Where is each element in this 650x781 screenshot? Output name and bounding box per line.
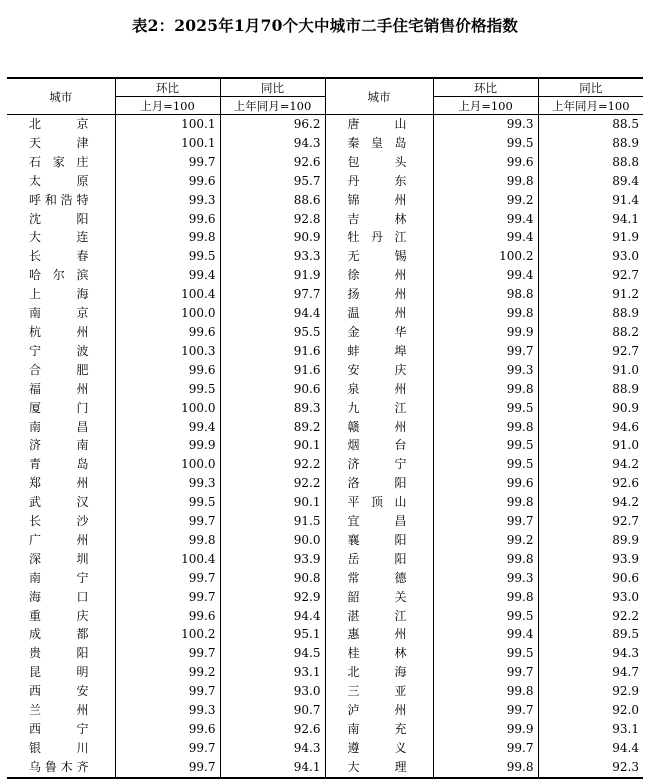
yoy-value: 94.3 <box>538 644 643 663</box>
mom-value: 100.3 <box>115 342 220 361</box>
city-name: 泸州 <box>325 701 433 720</box>
yoy-value: 89.2 <box>220 418 325 437</box>
city-name: 牡丹江 <box>325 228 433 247</box>
mom-value: 99.8 <box>433 304 538 323</box>
yoy-value: 90.9 <box>220 228 325 247</box>
yoy-value: 94.3 <box>220 739 325 758</box>
city-name: 常德 <box>325 569 433 588</box>
mom-value: 99.6 <box>115 323 220 342</box>
yoy-value: 88.9 <box>538 134 643 153</box>
yoy-column-header-right: 同比 <box>538 78 643 97</box>
city-name: 韶关 <box>325 588 433 607</box>
mom-value: 99.9 <box>433 720 538 739</box>
table-row <box>7 266 643 285</box>
mom-value: 99.7 <box>433 512 538 531</box>
yoy-value: 90.6 <box>220 380 325 399</box>
yoy-value: 89.3 <box>220 399 325 418</box>
city-name: 长沙 <box>29 514 89 529</box>
yoy-value: 94.6 <box>538 418 643 437</box>
table-row <box>7 493 643 512</box>
yoy-value: 94.4 <box>220 607 325 626</box>
city-name: 乌鲁木齐 <box>7 758 115 778</box>
yoy-value: 89.5 <box>538 625 643 644</box>
yoy-value: 90.1 <box>220 436 325 455</box>
mom-column-header: 环比 <box>115 78 220 97</box>
city-name: 九江 <box>325 399 433 418</box>
city-name: 遵义 <box>325 739 433 758</box>
city-column-header-right: 城市 <box>325 78 433 115</box>
yoy-value: 88.9 <box>538 380 643 399</box>
mom-value: 99.7 <box>433 739 538 758</box>
city-name: 杭州 <box>29 324 89 339</box>
mom-value: 99.8 <box>433 418 538 437</box>
mom-value: 100.1 <box>115 134 220 153</box>
table-row <box>7 134 643 153</box>
mom-value: 99.7 <box>115 644 220 663</box>
mom-base-label: 上月=100 <box>115 97 220 115</box>
yoy-value: 93.1 <box>220 663 325 682</box>
city-name: 郑州 <box>29 476 89 491</box>
yoy-value: 92.7 <box>538 342 643 361</box>
city-name: 厦门 <box>29 400 89 415</box>
yoy-value: 94.7 <box>538 663 643 682</box>
mom-value: 99.9 <box>433 323 538 342</box>
yoy-value: 92.2 <box>220 474 325 493</box>
yoy-value: 92.2 <box>220 455 325 474</box>
yoy-value: 88.8 <box>538 153 643 172</box>
city-name: 贵阳 <box>29 646 89 661</box>
mom-value: 99.3 <box>115 701 220 720</box>
city-name: 锦州 <box>325 191 433 210</box>
table-row <box>7 304 643 323</box>
city-column-header: 城市 <box>7 78 115 115</box>
yoy-base-label-right: 上年同月=100 <box>538 97 643 115</box>
mom-value: 99.6 <box>433 474 538 493</box>
city-name: 大连 <box>29 230 89 245</box>
mom-value: 99.8 <box>433 682 538 701</box>
table-row <box>7 285 643 304</box>
yoy-value: 90.0 <box>220 531 325 550</box>
city-name: 济宁 <box>325 455 433 474</box>
table-row <box>7 531 643 550</box>
yoy-value: 94.2 <box>538 493 643 512</box>
table-row <box>7 720 643 739</box>
city-name: 岳阳 <box>325 550 433 569</box>
mom-value: 100.2 <box>115 625 220 644</box>
yoy-value: 88.2 <box>538 323 643 342</box>
yoy-value: 91.5 <box>220 512 325 531</box>
mom-value: 99.8 <box>115 531 220 550</box>
table-body <box>7 115 643 778</box>
city-name: 合肥 <box>29 362 89 377</box>
yoy-value: 95.7 <box>220 172 325 191</box>
yoy-base-label: 上年同月=100 <box>220 97 325 115</box>
yoy-value: 93.0 <box>538 588 643 607</box>
city-name: 西宁 <box>29 722 89 736</box>
table-row <box>7 210 643 229</box>
table-row <box>7 663 643 682</box>
city-name: 宁波 <box>29 343 89 358</box>
yoy-value: 94.5 <box>220 644 325 663</box>
city-name: 南充 <box>325 720 433 739</box>
table-row <box>7 399 643 418</box>
yoy-value: 92.7 <box>538 512 643 531</box>
yoy-value: 93.0 <box>538 247 643 266</box>
yoy-value: 91.9 <box>538 228 643 247</box>
city-name: 吉林 <box>325 210 433 229</box>
yoy-value: 92.8 <box>220 210 325 229</box>
mom-value: 100.2 <box>433 247 538 266</box>
city-name: 天津 <box>29 135 89 150</box>
yoy-column-header: 同比 <box>220 78 325 97</box>
mom-value: 99.7 <box>433 663 538 682</box>
yoy-value: 95.5 <box>220 323 325 342</box>
city-name: 温州 <box>325 304 433 323</box>
city-name: 惠州 <box>325 625 433 644</box>
city-name: 成都 <box>29 627 89 642</box>
city-name: 南京 <box>29 306 89 321</box>
yoy-value: 88.6 <box>220 191 325 210</box>
mom-value: 99.5 <box>433 607 538 626</box>
yoy-value: 90.6 <box>538 569 643 588</box>
mom-value: 99.5 <box>433 436 538 455</box>
yoy-value: 89.4 <box>538 172 643 191</box>
city-name: 武汉 <box>29 495 89 510</box>
city-name: 上海 <box>29 287 89 302</box>
yoy-value: 94.4 <box>220 304 325 323</box>
mom-value: 99.5 <box>433 134 538 153</box>
mom-value: 99.5 <box>433 399 538 418</box>
table-row <box>7 115 643 134</box>
mom-value: 99.2 <box>115 663 220 682</box>
table-row <box>7 474 643 493</box>
mom-value: 99.8 <box>433 758 538 778</box>
table-row <box>7 380 643 399</box>
city-name: 呼和浩特 <box>29 192 89 207</box>
table-row <box>7 191 643 210</box>
yoy-value: 91.9 <box>220 266 325 285</box>
table-row <box>7 323 643 342</box>
table-row <box>7 436 643 455</box>
table-row <box>7 153 643 172</box>
table-row <box>7 569 643 588</box>
mom-value: 99.7 <box>433 342 538 361</box>
city-name: 泉州 <box>325 380 433 399</box>
mom-value: 99.6 <box>115 172 220 191</box>
city-name: 徐州 <box>325 266 433 285</box>
city-name: 赣州 <box>325 418 433 437</box>
mom-value: 99.6 <box>115 210 220 229</box>
mom-value: 99.4 <box>433 228 538 247</box>
yoy-value: 91.6 <box>220 361 325 380</box>
yoy-value: 90.1 <box>220 493 325 512</box>
city-name: 丹东 <box>325 172 433 191</box>
mom-base-label-right: 上月=100 <box>433 97 538 115</box>
mom-value: 99.5 <box>115 493 220 512</box>
mom-value: 99.7 <box>115 758 220 778</box>
city-name: 海口 <box>29 589 89 604</box>
page-title: 表2：2025年1月70个大中城市二手住宅销售价格指数 <box>131 16 519 35</box>
city-name: 平顶山 <box>325 493 433 512</box>
city-name: 沈阳 <box>29 211 89 226</box>
yoy-value: 92.2 <box>538 607 643 626</box>
mom-value: 100.0 <box>115 455 220 474</box>
mom-value: 99.5 <box>115 247 220 266</box>
mom-value: 100.4 <box>115 550 220 569</box>
city-name: 安庆 <box>325 361 433 380</box>
yoy-value: 91.4 <box>538 191 643 210</box>
mom-value: 99.5 <box>433 455 538 474</box>
city-name: 金华 <box>325 323 433 342</box>
table-row <box>7 739 643 758</box>
price-index-table <box>7 77 643 779</box>
city-name: 长春 <box>29 249 89 264</box>
mom-value: 99.8 <box>115 228 220 247</box>
city-name: 太原 <box>29 173 89 188</box>
city-name: 北京 <box>29 117 89 131</box>
city-name: 烟台 <box>325 436 433 455</box>
city-name: 秦皇岛 <box>325 134 433 153</box>
mom-value: 99.4 <box>433 210 538 229</box>
city-name: 重庆 <box>29 608 89 623</box>
yoy-value: 93.9 <box>538 550 643 569</box>
city-name: 银川 <box>29 740 89 755</box>
yoy-value: 88.9 <box>538 304 643 323</box>
yoy-value: 92.7 <box>538 266 643 285</box>
mom-value: 99.6 <box>115 361 220 380</box>
city-name: 三亚 <box>325 682 433 701</box>
city-name: 昆明 <box>29 665 89 680</box>
yoy-value: 95.1 <box>220 625 325 644</box>
city-name: 北海 <box>325 663 433 682</box>
city-name: 济南 <box>29 438 89 453</box>
city-name: 湛江 <box>325 607 433 626</box>
yoy-value: 90.7 <box>220 701 325 720</box>
yoy-value: 92.9 <box>538 682 643 701</box>
mom-value: 99.8 <box>433 493 538 512</box>
city-name: 南昌 <box>29 419 89 434</box>
mom-value: 99.6 <box>433 153 538 172</box>
yoy-value: 93.3 <box>220 247 325 266</box>
yoy-value: 89.9 <box>538 531 643 550</box>
yoy-value: 94.1 <box>538 210 643 229</box>
yoy-value: 91.0 <box>538 361 643 380</box>
yoy-value: 92.0 <box>538 701 643 720</box>
mom-value: 99.6 <box>115 720 220 739</box>
table-row <box>7 758 643 778</box>
city-name: 福州 <box>29 381 89 396</box>
table-row <box>7 418 643 437</box>
table-row <box>7 644 643 663</box>
mom-value: 99.7 <box>115 153 220 172</box>
mom-value: 99.4 <box>115 266 220 285</box>
table-row <box>7 361 643 380</box>
mom-value: 99.7 <box>115 588 220 607</box>
mom-value: 99.2 <box>433 531 538 550</box>
city-name: 西安 <box>29 684 89 699</box>
yoy-value: 93.9 <box>220 550 325 569</box>
mom-value: 99.8 <box>433 172 538 191</box>
mom-value: 99.2 <box>433 191 538 210</box>
city-name: 哈尔滨 <box>29 268 89 283</box>
table-row <box>7 682 643 701</box>
table-row <box>7 512 643 531</box>
yoy-value: 92.6 <box>220 720 325 739</box>
yoy-value: 92.9 <box>220 588 325 607</box>
yoy-value: 94.1 <box>220 758 325 778</box>
yoy-value: 91.6 <box>220 342 325 361</box>
mom-value: 99.7 <box>115 569 220 588</box>
city-name: 广州 <box>29 532 89 547</box>
city-name: 包头 <box>325 153 433 172</box>
yoy-value: 97.7 <box>220 285 325 304</box>
yoy-value: 92.3 <box>538 758 643 778</box>
city-name: 石家庄 <box>29 154 89 169</box>
city-name: 南宁 <box>29 570 89 585</box>
mom-column-header-right: 环比 <box>433 78 538 97</box>
city-name: 扬州 <box>325 285 433 304</box>
yoy-value: 92.6 <box>538 474 643 493</box>
mom-value: 99.3 <box>433 115 538 134</box>
mom-value: 99.9 <box>115 436 220 455</box>
mom-value: 99.5 <box>433 644 538 663</box>
city-name: 襄阳 <box>325 531 433 550</box>
mom-value: 99.4 <box>433 625 538 644</box>
yoy-value: 93.1 <box>538 720 643 739</box>
mom-value: 100.1 <box>115 115 220 134</box>
yoy-value: 91.2 <box>538 285 643 304</box>
yoy-value: 94.4 <box>538 739 643 758</box>
mom-value: 99.7 <box>115 512 220 531</box>
mom-value: 100.0 <box>115 304 220 323</box>
mom-value: 99.5 <box>115 380 220 399</box>
table-row <box>7 625 643 644</box>
mom-value: 99.4 <box>433 266 538 285</box>
table-row <box>7 588 643 607</box>
city-name: 唐山 <box>325 115 433 134</box>
table-row <box>7 247 643 266</box>
mom-value: 100.0 <box>115 399 220 418</box>
yoy-value: 91.0 <box>538 436 643 455</box>
mom-value: 99.8 <box>433 380 538 399</box>
table-row <box>7 455 643 474</box>
table-row <box>7 228 643 247</box>
table-row <box>7 172 643 191</box>
city-name: 深圳 <box>29 551 89 566</box>
city-name: 兰州 <box>29 703 89 718</box>
table-row <box>7 701 643 720</box>
mom-value: 99.8 <box>433 588 538 607</box>
table-row <box>7 342 643 361</box>
city-name: 洛阳 <box>325 474 433 493</box>
yoy-value: 96.2 <box>220 115 325 134</box>
yoy-value: 92.6 <box>220 153 325 172</box>
mom-value: 99.7 <box>433 701 538 720</box>
mom-value: 98.8 <box>433 285 538 304</box>
city-name: 宜昌 <box>325 512 433 531</box>
yoy-value: 88.5 <box>538 115 643 134</box>
mom-value: 99.8 <box>433 550 538 569</box>
mom-value: 99.3 <box>433 361 538 380</box>
table-row <box>7 550 643 569</box>
mom-value: 99.3 <box>115 191 220 210</box>
mom-value: 99.7 <box>115 739 220 758</box>
city-name: 无锡 <box>325 247 433 266</box>
city-name: 青岛 <box>29 457 89 472</box>
mom-value: 99.3 <box>433 569 538 588</box>
mom-value: 99.3 <box>115 474 220 493</box>
yoy-value: 90.8 <box>220 569 325 588</box>
city-name: 桂林 <box>325 644 433 663</box>
table-row <box>7 607 643 626</box>
mom-value: 99.7 <box>115 682 220 701</box>
city-name: 大理 <box>325 758 433 778</box>
mom-value: 99.4 <box>115 418 220 437</box>
mom-value: 99.6 <box>115 607 220 626</box>
yoy-value: 93.0 <box>220 682 325 701</box>
yoy-value: 94.2 <box>538 455 643 474</box>
yoy-value: 94.3 <box>220 134 325 153</box>
mom-value: 100.4 <box>115 285 220 304</box>
yoy-value: 90.9 <box>538 399 643 418</box>
city-name: 蚌埠 <box>325 342 433 361</box>
